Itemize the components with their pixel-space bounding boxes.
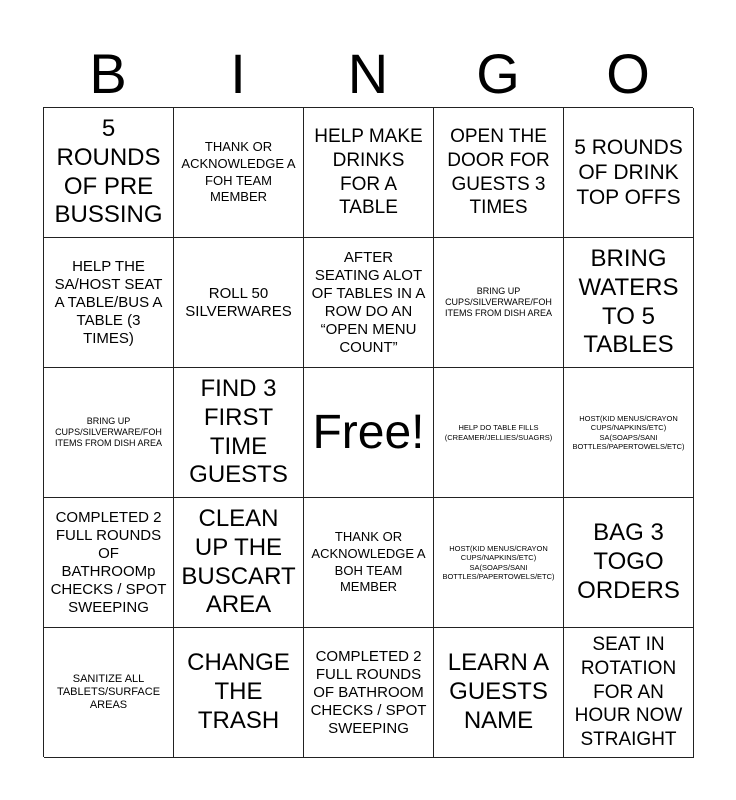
cell-text: HELP DO TABLE FILLS (CREAMER/JELLIES/SUAGRS) <box>444 423 553 442</box>
bingo-cell-r5c5[interactable] <box>564 628 694 758</box>
bingo-cell-free[interactable] <box>304 368 434 498</box>
free-space-text: Free! <box>312 405 425 459</box>
cell-text: COMPLETED 2 FULL ROUNDS OF BATHROOM CHECKS / SPOT SWEEPING <box>310 647 427 737</box>
bingo-cell-r5c3[interactable] <box>304 628 434 758</box>
cell-text: THANK OR ACKNOWLEDGE A FOH TEAM MEMBER <box>181 138 296 205</box>
bingo-cell-r2c2[interactable] <box>174 238 304 368</box>
cell-text: HELP THE SA/HOST SEAT A TABLE/BUS A TABLE (3 TIMES) <box>54 257 163 347</box>
bingo-cell-r5c2[interactable] <box>174 628 304 758</box>
bingo-cell-r3c4[interactable] <box>434 368 564 498</box>
cell-text: BRING UP CUPS/SILVERWARE/FOH ITEMS FROM DISH AREA <box>54 416 162 448</box>
bingo-cell-r1c2[interactable] <box>174 108 304 238</box>
header-letter-i: I <box>230 42 246 105</box>
cell-text: BAG 3 TOGO ORDERS <box>577 519 680 604</box>
cell-text: HELP MAKE DRINKS FOR A TABLE <box>314 126 423 219</box>
bingo-cell-r4c3[interactable] <box>304 498 434 628</box>
bingo-cell-r3c5[interactable] <box>564 368 694 498</box>
header-letter-n: N <box>347 42 389 105</box>
cell-text: HOST(KID MENUS/CRAYON CUPS/NAPKINS/ETC) SA(SOAPS/SANI BOTTLES/PAPERTOWELS/ETC) <box>442 543 555 581</box>
cell-text: 5 ROUNDS OF PRE BUSSING <box>54 114 163 229</box>
cell-text: LEARN A GUESTS NAME <box>447 649 550 734</box>
bingo-cell-r4c1[interactable] <box>44 498 174 628</box>
bingo-cell-r5c4[interactable] <box>434 628 564 758</box>
cell-text: CLEAN UP THE BUSCART AREA <box>181 504 296 619</box>
cell-text: COMPLETED 2 FULL ROUNDS OF BATHROOMp CHECKS / SPOT SWEEPING <box>50 508 167 616</box>
cell-text: BRING WATERS TO 5 TABLES <box>578 244 679 359</box>
cell-text: FIND 3 FIRST TIME GUESTS <box>189 374 288 489</box>
cell-text: SEAT IN ROTATION FOR AN HOUR NOW STRAIGHT <box>574 634 683 751</box>
cell-text: CHANGE THE TRASH <box>187 649 290 734</box>
cell-text: THANK OR ACKNOWLEDGE A BOH TEAM MEMBER <box>311 528 426 595</box>
bingo-header <box>43 40 693 108</box>
cell-text: BRING UP CUPS/SILVERWARE/FOH ITEMS FROM DISH AREA <box>444 286 552 318</box>
bingo-cell-r2c3[interactable] <box>304 238 434 368</box>
bingo-cell-r2c1[interactable] <box>44 238 174 368</box>
bingo-cell-r2c5[interactable] <box>564 238 694 368</box>
bingo-cell-r1c4[interactable] <box>434 108 564 238</box>
bingo-cell-r4c2[interactable] <box>174 498 304 628</box>
cell-text: HOST(KID MENUS/CRAYON CUPS/NAPKINS/ETC) SA(SOAPS/SANI BOTTLES/PAPERTOWELS/ETC) <box>572 413 685 451</box>
cell-text: 5 ROUNDS OF DRINK TOP OFFS <box>574 135 683 210</box>
header-letter-b: B <box>89 42 127 105</box>
bingo-cell-r2c4[interactable] <box>434 238 564 368</box>
bingo-cell-r1c3[interactable] <box>304 108 434 238</box>
cell-text: AFTER SEATING ALOT OF TABLES IN A ROW DO AN “OPEN MENU COUNT” <box>311 248 426 356</box>
bingo-cell-r1c1[interactable] <box>44 108 174 238</box>
bingo-cell-r4c4[interactable] <box>434 498 564 628</box>
cell-text: OPEN THE DOOR FOR GUESTS 3 TIMES <box>447 126 550 219</box>
bingo-board <box>43 107 693 757</box>
bingo-cell-r1c5[interactable] <box>564 108 694 238</box>
cell-text: ROLL 50 SILVERWARES <box>185 284 292 320</box>
bingo-cell-r5c1[interactable] <box>44 628 174 758</box>
bingo-cell-r3c2[interactable] <box>174 368 304 498</box>
header-letter-o: O <box>606 42 650 105</box>
bingo-cell-r4c5[interactable] <box>564 498 694 628</box>
header-letter-g: G <box>476 42 520 105</box>
cell-text: SANITIZE ALL TABLETS/SURFACE AREAS <box>56 672 161 712</box>
bingo-cell-r3c1[interactable] <box>44 368 174 498</box>
